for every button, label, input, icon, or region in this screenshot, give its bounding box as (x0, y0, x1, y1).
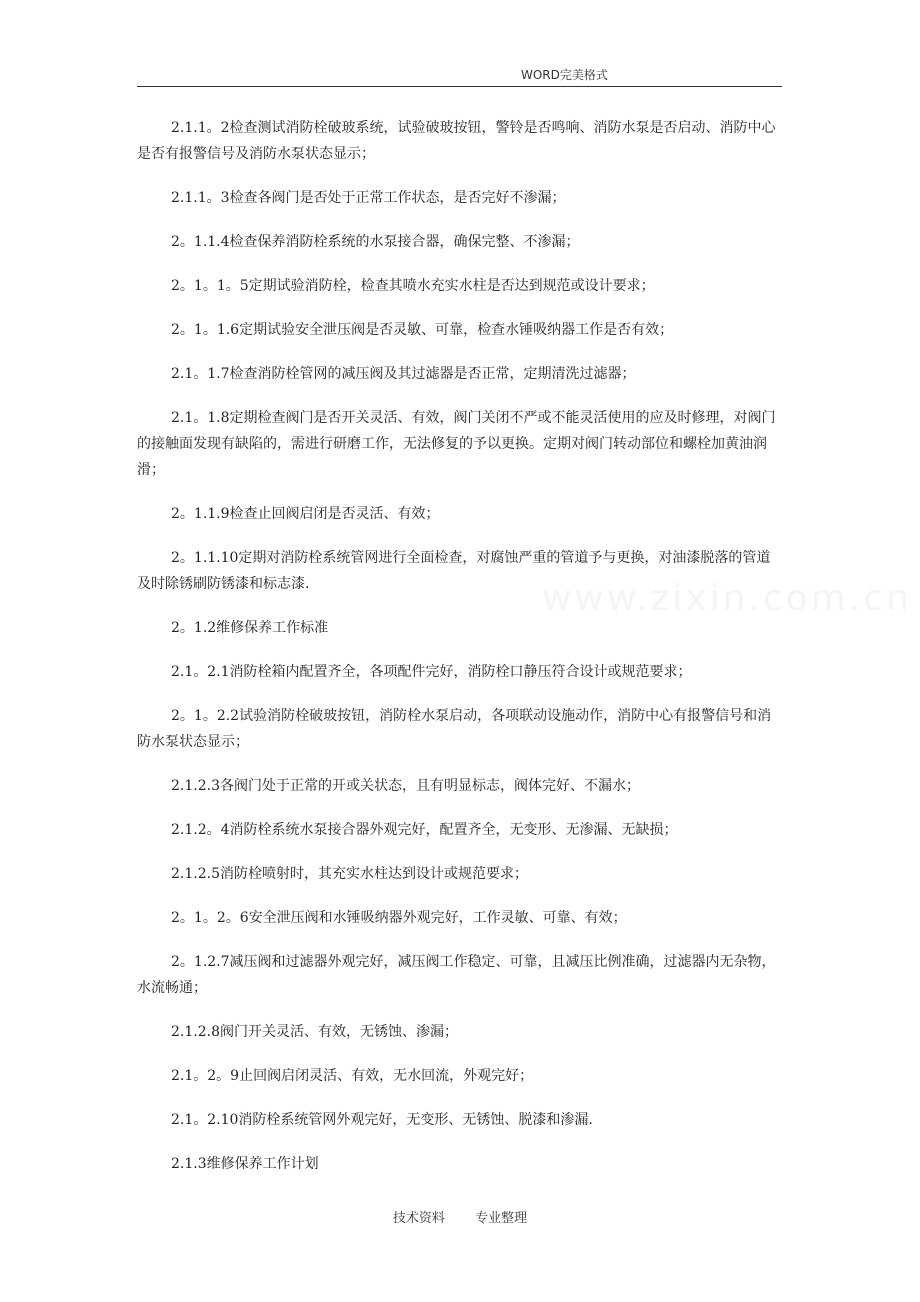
header-title: WORD完美格式 (521, 68, 608, 82)
paragraph: 2。1.2.7减压阀和过滤器外观完好，减压阀工作稳定、可靠，且减压比例准确，过滤器内无杂物，水流畅通； (137, 954, 776, 996)
paragraph: 2.1。2.10消防栓系统管网外观完好，无变形、无锈蚀、脱漆和渗漏. (171, 1112, 593, 1128)
page-footer (0, 1207, 920, 1226)
paragraph: 2.1。1.8定期检查阀门是否开关灵活、有效，阀门关闭不严或不能灵活使用的应及时修理，对阀门的接触面发现有缺陷的，需进行研磨工作，无法修复的予以更换。定期对阀门转动部位和螺栓加黄油润滑； (137, 410, 776, 478)
paragraph: 2.1。1.7检查消防栓管网的减压阀及其过滤器是否正常，定期清洗过滤器； (171, 366, 636, 382)
paragraph: 2。1。2。6安全泄压阀和水锤吸纳器外观完好，工作灵敏、可靠、有效； (171, 910, 627, 926)
document-body (137, 115, 782, 1195)
paragraph: 2。1.1.9检查止回阀启闭是否灵活、有效； (171, 506, 440, 522)
paragraph: 2.1。2。9止回阀启闭灵活、有效，无水回流，外观完好； (171, 1068, 534, 1084)
paragraph: 2。1.1.10定期对消防栓系统管网进行全面检查，对腐蚀严重的管道予与更换，对油漆脱落的管道及时除锈刷防锈漆和标志漆. (137, 550, 771, 592)
paragraph: 2.1.2.5消防栓喷射时，其充实水柱达到设计或规范要求； (171, 866, 528, 882)
paragraph: 2.1.2.8阀门开关灵活、有效，无锈蚀、渗漏； (171, 1024, 458, 1040)
paragraph: 2。1。1.6定期试验安全泄压阀是否灵敏、可靠，检查水锤吸纳器工作是否有效； (171, 322, 674, 338)
footer-right-text: 专业整理 (475, 1211, 528, 1226)
page-header (137, 62, 782, 87)
paragraph: 2.1.2。4消防栓系统水泵接合器外观完好，配置齐全，无变形、无渗漏、无缺损； (171, 822, 678, 838)
paragraph: 2。1。1。5定期试验消防栓，检查其喷水充实水柱是否达到规范或设计要求； (171, 278, 655, 294)
paragraph: 2.1.1。3检查各阀门是否处于正常工作状态，是否完好不渗漏； (171, 190, 566, 206)
paragraph: 2。1.1.4检查保养消防栓系统的水泵接合器，确保完整、不渗漏； (171, 234, 580, 250)
section-heading: 2。1.2维修保养工作标准 (171, 620, 329, 636)
paragraph: 2.1.1。2检查测试消防栓破玻系统，试验破玻按钮，警铃是否鸣响、消防水泵是否启动、消防中心是否有报警信号及消防水泵状态显示； (137, 120, 776, 162)
footer-left-text: 技术资料 (392, 1211, 445, 1226)
paragraph: 2.1。2.1消防栓箱内配置齐全，各项配件完好，消防栓口静压符合设计或规范要求； (171, 664, 692, 680)
paragraph: 2.1.2.3各阀门处于正常的开或关状态，且有明显标志，阀体完好、不漏水； (171, 778, 640, 794)
paragraph: 2。1。2.2试验消防栓破玻按钮，消防栓水泵启动，各项联动设施动作，消防中心有报警信号和消防水泵状态显示； (137, 708, 772, 750)
section-heading: 2.1.3维修保养工作计划 (171, 1156, 319, 1172)
